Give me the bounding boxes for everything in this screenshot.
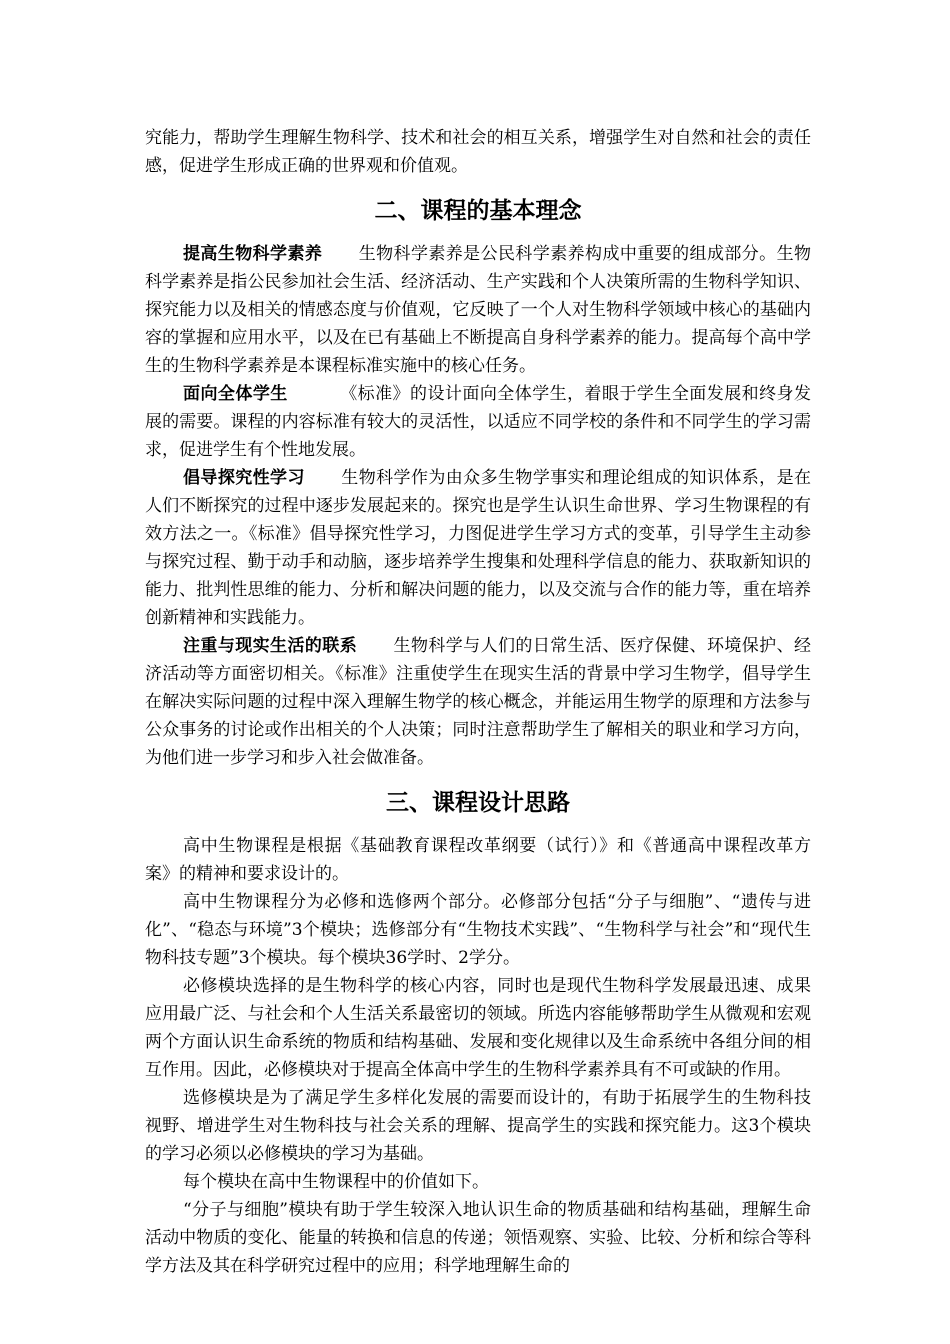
design-paragraph: 高中生物课程分为必修和选修两个部分。必修部分包括“分子与细胞”、“遗传与进化”、“稳态与环境”3个模块；选修部分有“生物技术实践”、“生物科学与社会”和“现代生物科技专题”3个模块。每个模块36学时、2学分。: [145, 892, 811, 968]
concept-text: 《标准》的设计面向全体学生，着眼于学生全面发展和终身发展的需要。课程的内容标准有较大的灵活性，以适应不同学校的条件和不同学生的学习需求，促进学生有个性地发展。: [145, 384, 812, 460]
design-paragraph: 每个模块在高中生物课程中的价值如下。: [183, 1172, 489, 1192]
section-heading-design-ideas: 三、课程设计思路: [386, 790, 570, 816]
concept-paragraph-literacy: [145, 240, 811, 380]
concept-paragraph-inquiry: [145, 464, 811, 632]
concept-lead: 注重与现实生活的联系: [183, 636, 358, 656]
design-paragraph: 选修模块是为了满足学生多样化发展的需要而设计的，有助于拓展学生的生物科技视野、增进学生对生物科技与社会关系的理解、提高学生的实践和探究能力。这3个模块的学习必须以必修模块的学习为基础。: [145, 1088, 811, 1164]
concept-lead: 提高生物科学素养: [183, 244, 323, 264]
design-paragraph: “分子与细胞”模块有助于学生较深入地认识生命的物质基础和结构基础，理解生命活动中物质的变化、能量的转换和信息的传递；领悟观察、实验、比较、分析和综合等科学方法及其在科学研究过程中的应用；科学地理解生命的: [145, 1200, 811, 1276]
concept-text: 生物科学素养是公民科学素养构成中重要的组成部分。生物科学素养是指公民参加社会生活、经济活动、生产实践和个人决策所需的生物科学知识、探究能力以及相关的情感态度与价值观，它反映了一个人对生物科学领域中核心的基础内容的掌握和应用水平，以及在已有基础上不断提高自身科学素养的能力。提高每个高中学生的生物科学素养是本课程标准实施中的核心任务。: [145, 244, 812, 376]
concept-paragraph-all-students: [145, 380, 811, 464]
intro-paragraph: 究能力，帮助学生理解生物科学、技术和社会的相互关系，增强学生对自然和社会的责任感，促进学生形成正确的世界观和价值观。: [145, 128, 811, 176]
concept-paragraph-real-life: [145, 632, 811, 772]
concept-text: 生物科学与人们的日常生活、医疗保健、环境保护、经济活动等方面密切相关。《标准》注重使学生在现实生活的背景中学习生物学，倡导学生在解决实际问题的过程中深入理解生物学的核心概念，并能运用生物学的原理和方法参与公众事务的讨论或作出相关的个人决策；同时注意帮助学生了解相关的职业和学习方向，为他们进一步学习和步入社会做准备。: [145, 636, 812, 768]
design-paragraph: 必修模块选择的是生物科学的核心内容，同时也是现代生物科学发展最迅速、成果应用最广泛、与社会和个人生活关系最密切的领域。所选内容能够帮助学生从微观和宏观两个方面认识生命系统的物质和结构基础、发展和变化规律以及生命系统中各组分间的相互作用。因此，必修模块对于提高全体高中学生的生物科学素养具有不可或缺的作用。: [145, 976, 811, 1080]
design-paragraph: 高中生物课程是根据《基础教育课程改革纲要（试行）》和《普通高中课程改革方案》的精神和要求设计的。: [145, 836, 811, 884]
document-page: [145, 124, 811, 1280]
concept-lead: 面向全体学生: [183, 384, 288, 404]
concept-lead: 倡导探究性学习: [183, 468, 305, 488]
section-heading-basic-concepts: 二、课程的基本理念: [374, 198, 582, 224]
concept-text: 生物科学作为由众多生物学事实和理论组成的知识体系，是在人们不断探究的过程中逐步发展起来的。探究也是学生认识生命世界、学习生物课程的有效方法之一。《标准》倡导探究性学习，力图促进学生学习方式的变革，引导学生主动参与探究过程、勤于动手和动脑，逐步培养学生搜集和处理科学信息的能力、获取新知识的能力、批判性思维的能力、分析和解决问题的能力，以及交流与合作的能力等，重在培养创新精神和实践能力。: [145, 468, 812, 628]
